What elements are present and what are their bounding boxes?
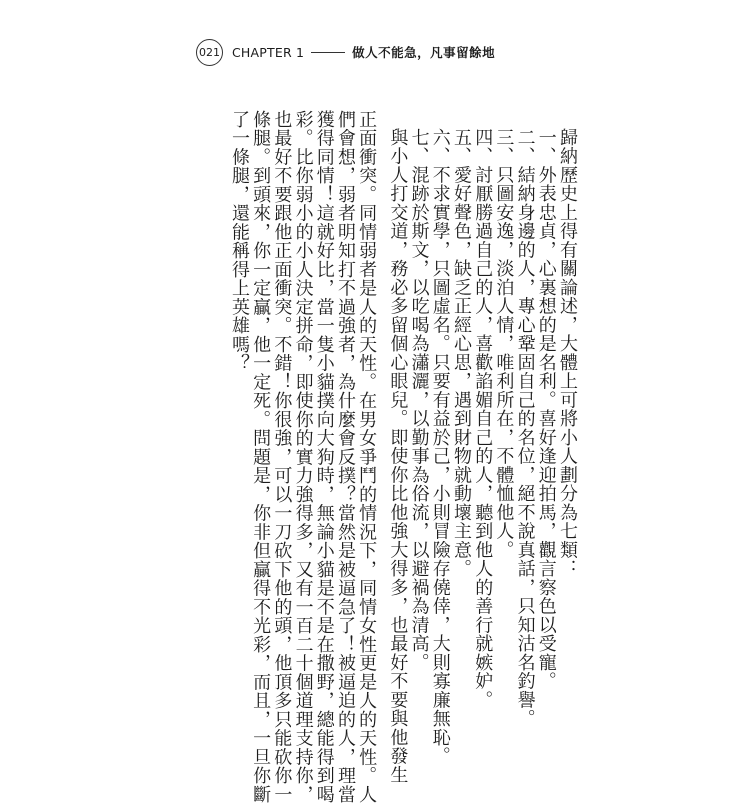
page-number: 021 — [196, 39, 223, 66]
text-column: 們會想，弱者明知打不過強者，為什麼會反撲？當然是被逼急了！被逼迫的人，理當 — [334, 110, 356, 804]
text-column: 與小人打交道，務必多留個心眼兒。即使你比他強大得多，也最好不要與他發生 — [387, 128, 409, 785]
text-column: 獲得同情！這就好比，當一隻小貓撲向大狗時，無論小貓是不是在撒野，總能得到喝 — [313, 110, 335, 804]
text-column: 一、外表忠貞，心裏想的是名利。喜好逢迎拍馬，觀言察色以受寵。 — [535, 128, 557, 691]
header-dash — [311, 52, 345, 53]
text-column: 歸納歷史上得有關論述，大體上可將小人劃分為七類： — [557, 128, 578, 578]
text-column: 了一條腿，還能稱得上英雄嗎？ — [228, 110, 250, 373]
vertical-body-text — [178, 110, 578, 804]
text-column: 條腿。到頭來，你一定贏，他一定死。問題是，你非但贏得不光彩，而且，一旦你斷 — [250, 110, 272, 804]
page-header — [196, 38, 495, 66]
text-column: 彩。比你弱小的小人決定拼命，即使你的實力強得多，又有一百二十個道理支持你， — [292, 110, 314, 804]
chapter-title: 做人不能急，凡事留餘地 — [352, 45, 496, 60]
text-column: 六、不求實學，只圖虛名。只要有益於己，小則冒險存僥倖，大則寡廉無恥。 — [429, 128, 451, 766]
text-column: 也最好不要跟他正面衝突。不錯！你很強，可以一刀砍下他的頭，他頂多只能砍你一 — [271, 110, 293, 804]
text-column: 五、愛好聲色，缺乏正經心思，遇到財物就動壞主意。 — [450, 128, 472, 578]
text-column: 二、結納身邊的人，專心鞏固自己的名位，絕不說真話，只知沽名釣譽。 — [514, 128, 536, 728]
text-column: 三、只圖安逸，淡泊人情，唯利所在，不體恤他人。 — [493, 128, 515, 560]
text-column: 正面衝突。同情弱者是人的天性。在男女爭鬥的情況下，同情女性更是人的天性。人 — [356, 110, 378, 804]
chapter-label: CHAPTER 1 — [232, 44, 305, 60]
text-column: 七、混跡於斯文，以吃喝為瀟灑，以勤事為俗流，以避禍為清高。 — [408, 128, 430, 672]
text-column: 四、討厭勝過自己的人，喜歡諂媚自己的人，聽到他人的善行就嫉妒。 — [472, 128, 494, 710]
